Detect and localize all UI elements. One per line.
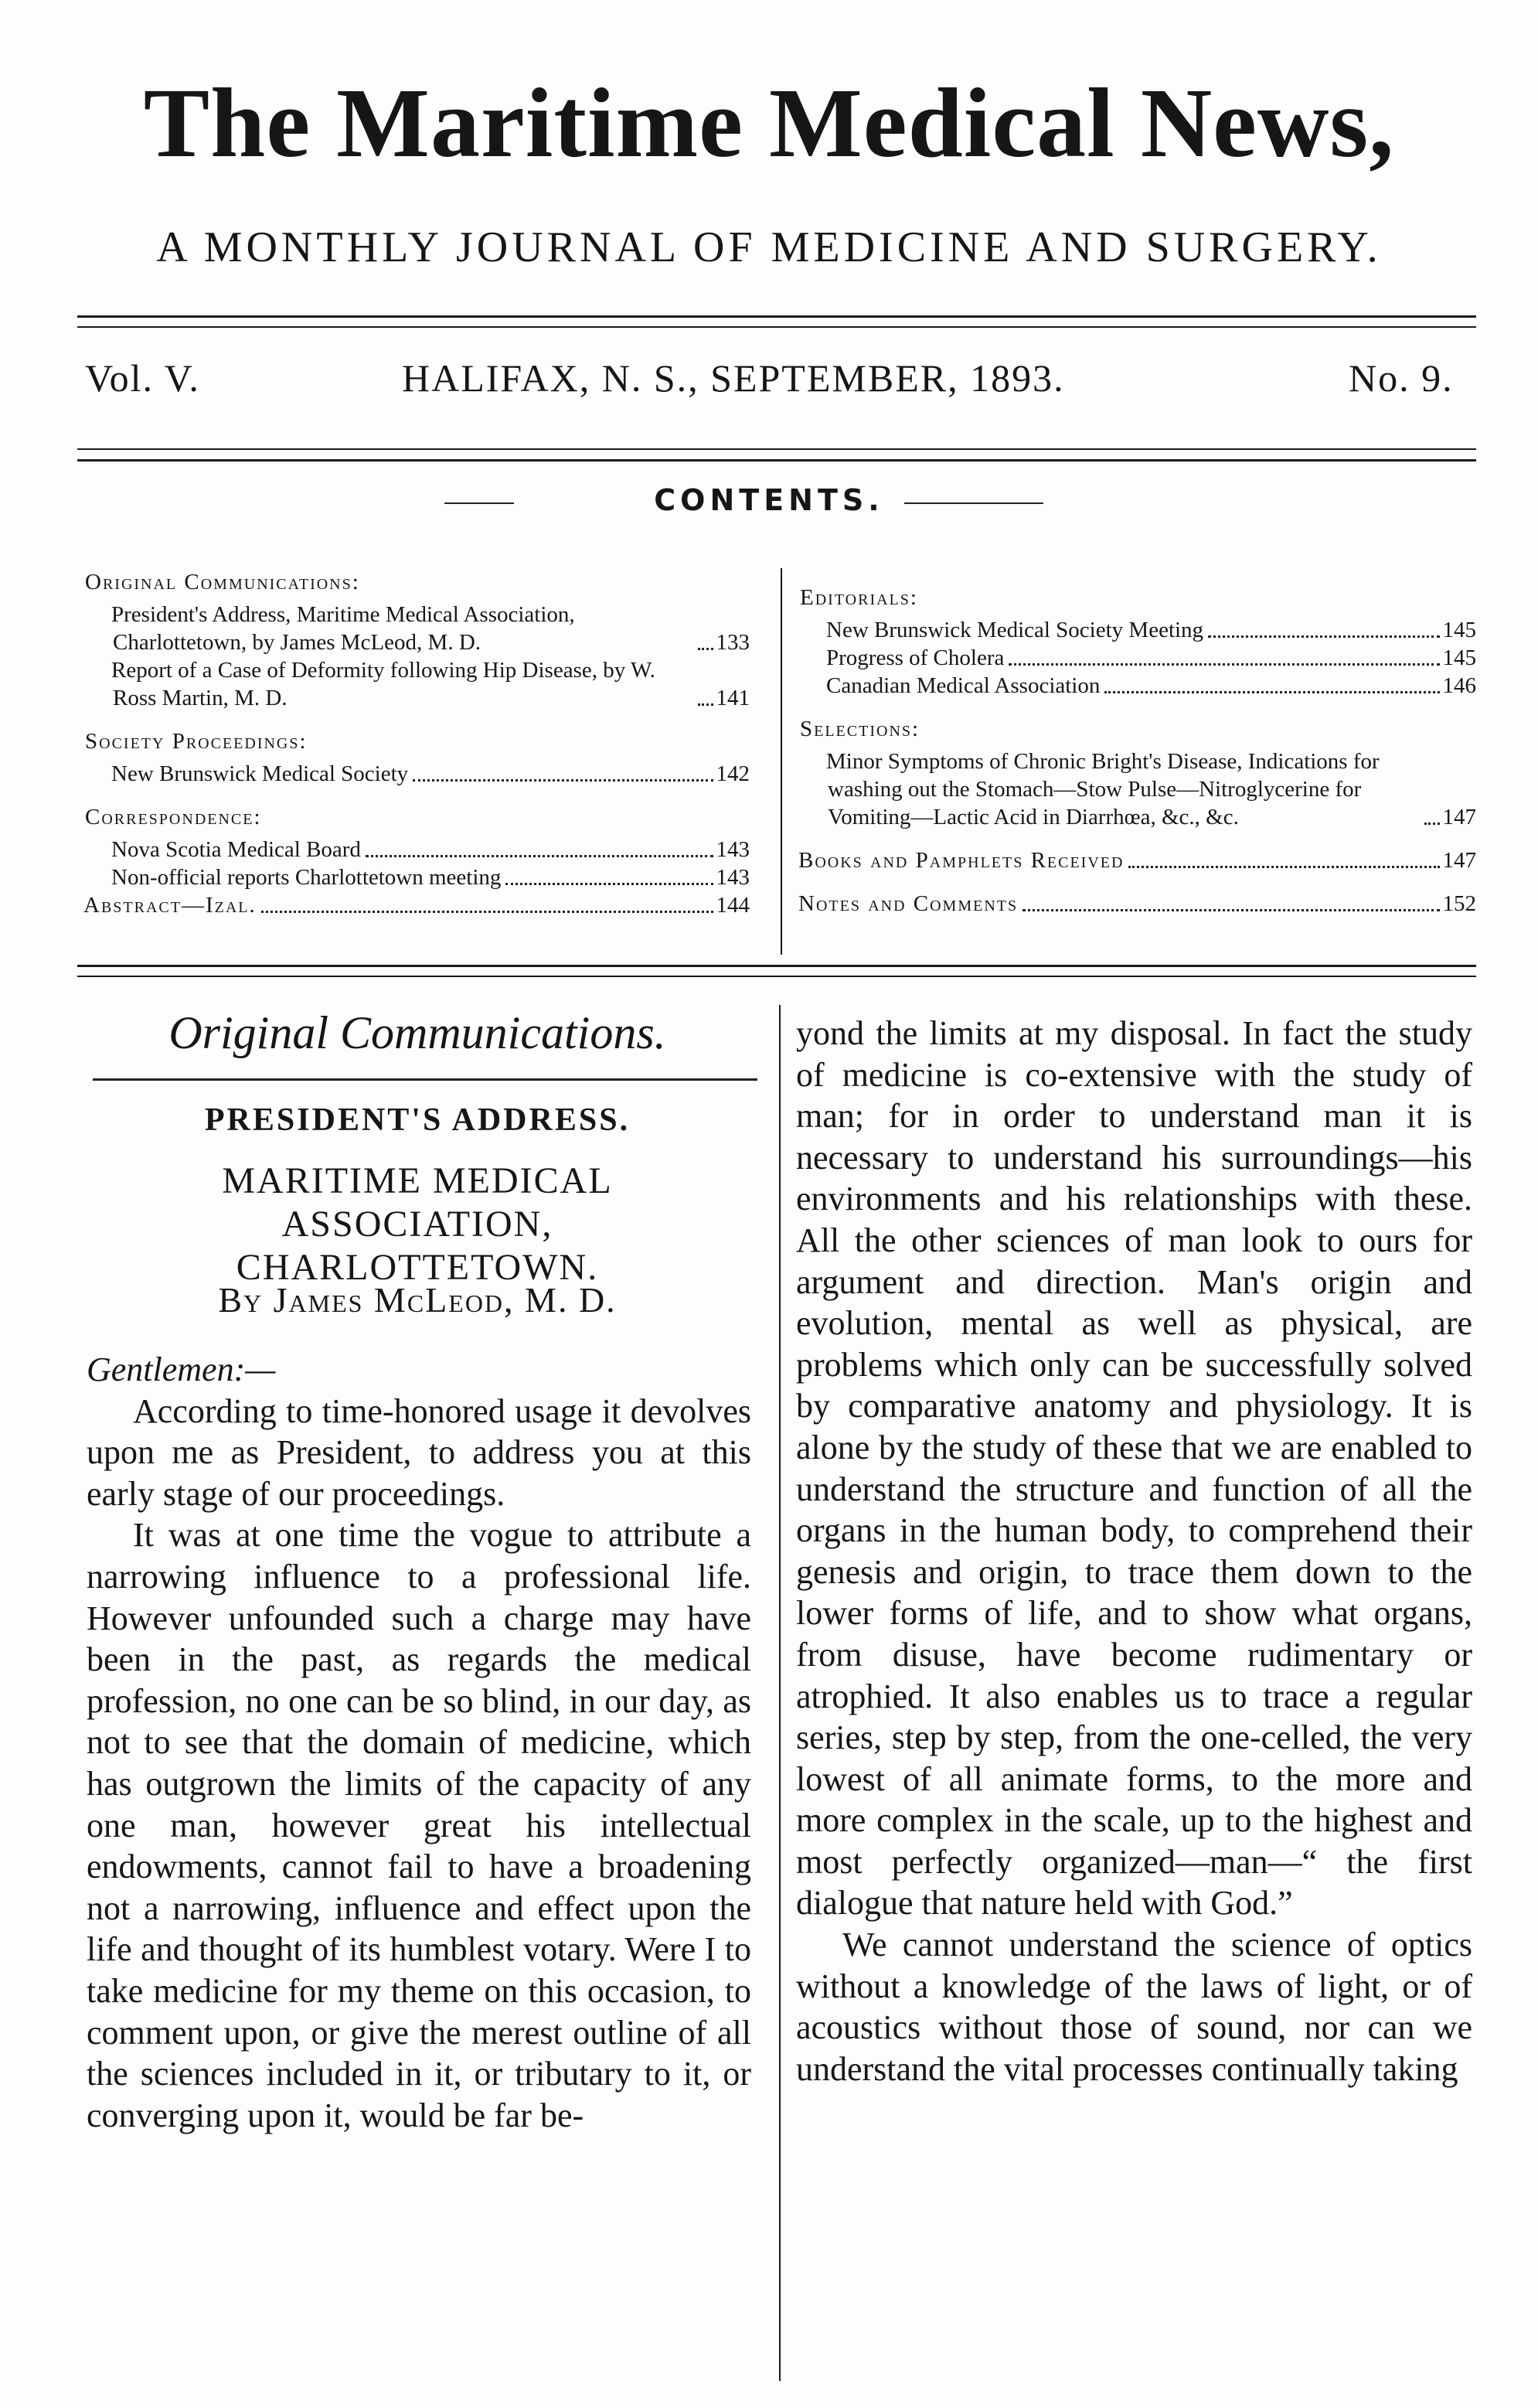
leader-dots [1104,691,1439,693]
toc-entry-title: Minor Symptoms of Chronic Bright's Disease, Indications for washing out the Stomach—Stow Pulse—Nitroglycerine for Vomiting—Lactic Acid in Diarrhœa, &c., &c. [826,749,1380,829]
toc-entry-title: New Brunswick Medical Society Meeting [826,618,1204,642]
leader-dots [413,779,713,782]
divider [77,448,1476,450]
toc-entry [800,616,1476,644]
toc-entry [85,656,750,712]
contents-heading: CONTENTS. [654,483,884,517]
toc-entry-page: 142 [716,761,750,786]
divider [77,976,1476,977]
toc-entry-page: 152 [1442,891,1476,916]
toc-section: Correspondence: [85,805,262,829]
article-column-left [87,1349,751,2136]
contents-right [800,584,1476,918]
toc-section: Original Communications: [85,570,360,594]
toc-entry [800,748,1476,831]
toc-entry-title: President's Address, Maritime Medical Association, Charlottetown, by James McLeod, M. D. [111,602,575,655]
toc-section: Editorials: [800,585,918,610]
toc-entry-title: New Brunswick Medical Society [111,761,409,786]
toc-entry-page: 143 [716,837,750,862]
volume-label: Vol. V. [85,356,200,400]
toc-entry-page: 141 [716,686,750,710]
column-divider [781,568,782,955]
toc-section: Books and Pamphlets Received [798,848,1125,873]
article-column-right [796,1013,1472,2090]
toc-entry-page: 147 [1442,805,1476,829]
toc-entry [800,890,1476,918]
toc-section: Abstract—Izal. [83,893,257,918]
paragraph: According to time-honored usage it devolves upon me as President, to address you at this early stage of our proceedings. [87,1391,751,1513]
toc-entry-page: 147 [1442,848,1476,873]
contents-left [85,568,750,919]
toc-entry [85,891,750,919]
toc-entry [85,601,750,656]
leader-dots [1009,663,1439,666]
masthead-title: The Maritime Medical News, [143,68,1395,178]
toc-entry-page: 144 [716,893,750,918]
leader-dots [698,703,713,706]
toc-entry-page: 145 [1442,618,1476,642]
toc-entry [85,760,750,788]
toc-entry [85,863,750,891]
toc-entry-title: Progress of Cholera [826,645,1005,670]
section-title: Original Communications. [168,1007,666,1058]
paragraph: We cannot understand the science of optics without a knowledge of the laws of light, or of acoustics without those of sound, nor can we understand the vital processes continually taking [796,1926,1472,2088]
leader-dots [1128,866,1439,868]
leader-dots [505,883,713,885]
article-subtitle: MARITIME MEDICAL ASSOCIATION, CHARLOTTETOWN. [222,1160,613,1288]
issue-number: No. 9. [1349,356,1454,400]
toc-section: Selections: [800,717,920,741]
toc-entry-page: 143 [716,865,750,890]
toc-entry-page: 133 [716,630,750,655]
toc-section: Notes and Comments [798,891,1019,916]
divider [93,1078,757,1081]
divider [77,326,1476,328]
toc-entry [85,836,750,863]
leader-dots [698,648,713,650]
toc-entry-title: Report of a Case of Deformity following Hip Disease, by W. Ross Martin, M. D. [111,658,655,710]
leader-dots [1424,823,1440,825]
toc-entry-title: Canadian Medical Association [826,673,1101,698]
masthead-subtitle: A MONTHLY JOURNAL OF MEDICINE AND SURGERY. [156,223,1382,271]
toc-section: Society Proceedings: [85,729,308,754]
leader-dots [1022,909,1439,911]
divider [77,965,1476,967]
toc-entry [800,846,1476,874]
salutation: Gentlemen:— [87,1350,276,1388]
toc-entry [800,672,1476,700]
byline: By James McLeod, M. D. [218,1280,617,1320]
toc-entry [800,644,1476,672]
paragraph: yond the limits at my disposal. In fact the study of medicine is co-extensive with the study of man; for in order to understand man it is necessary to understand his surroundings—his environments and his relationships with these. All the other sciences of man look to ours for argument and direction. Man's origin and evolution, mental as well as physical, are problems which only can be successfully solved by comparative anatomy and physiology. It is alone by the study of these that we are enabled to understand the structure and function of all the organs in the human body, to comprehend their genesis and origin, to trace them down to the lower forms of life, and to show what organs, from disuse, have become rudimentary or atrophied. It also enables us to trace a regular series, step by step, from the one-celled, the very lowest of all animate forms, to the more and more complex in the scale, up to the highest and most perfectly organized—man—“ the first dialogue that nature held with God.” [796,1014,1472,1923]
leader-dots [1208,635,1439,638]
leader-dots [366,855,713,857]
toc-entry-page: 145 [1442,645,1476,670]
leader-dots [261,911,713,913]
dateline: HALIFAX, N. S., SEPTEMBER, 1893. [402,356,1065,400]
toc-entry-title: Non-official reports Charlottetown meeting [111,865,502,890]
divider [77,315,1476,318]
paragraph: It was at one time the vogue to attribute a narrowing influence to a professional life. However unfounded such a charge may have been in the past, as regards the medical profession, no one can be so blind, in our day, as not to see that the domain of medicine, which has outgrown the limits of the capacity of any one man, however great his intellectual endowments, cannot fail to have a broadening not a narrowing, influence and effect upon the life and thought of its humblest votary. Were I to take medicine for my theme on this occasion, to comment upon, or give the merest outline of all the sciences included in it, or tributary to it, or converging upon it, would be far be- [87,1516,751,2134]
divider [77,459,1476,462]
column-divider [779,1005,781,2381]
article-title: PRESIDENT'S ADDRESS. [204,1102,631,1138]
toc-entry-title: Nova Scotia Medical Board [111,837,361,862]
toc-entry-page: 146 [1442,673,1476,698]
